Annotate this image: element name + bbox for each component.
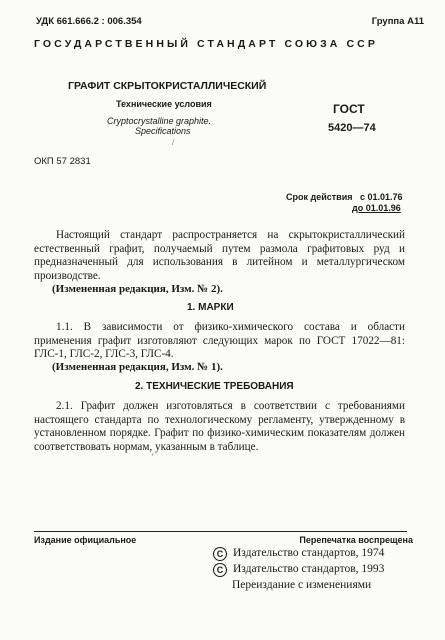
intro-paragraph [34,229,405,283]
section1-amendment-note: (Измененная редакция, Изм. № 1). [52,361,223,373]
copyright-line-1974 [213,547,384,561]
validity-to: до 01.01.96 [352,203,401,213]
reissue-note: Переиздание с изменениями [232,579,372,591]
section1-heading: 1. МАРКИ [187,302,234,313]
document-subtitle: Технические условия [116,99,212,109]
official-edition: Издание официальное [34,535,137,545]
scan-mark: / [172,137,175,147]
gost-number: 5420—74 [328,122,376,134]
section1-paragraph [34,321,405,362]
group-code: Группа А11 [371,16,424,27]
publisher-1993: Издательство стандартов, 1993 [233,563,385,575]
publisher-1974: Издательство стандартов, 1974 [233,547,385,559]
scan-mark: ' [152,452,154,462]
okp-code: ОКП 57 2831 [34,156,91,167]
validity-from: с 01.01.76 [360,192,403,202]
english-title-line1: Cryptocrystalline graphite. [107,116,212,126]
standard-line: ГОСУДАРСТВЕННЫЙ СТАНДАРТ СОЮЗА ССР [34,38,378,50]
section2-heading: 2. ТЕХНИЧЕСКИЕ ТРЕБОВАНИЯ [135,381,294,392]
gost-label: ГОСТ [333,102,365,116]
copyright-icon: С [213,547,227,561]
section2-text: 2.1. Графит должен изготовляться в соответствии с требованиями настоящего стандарта по технологическому регламенту, утвержденному в установленном порядке. Графит по физико-химическим показателям должен соответствовать нормам, указанным в таблице. [34,400,405,453]
section2-paragraph [34,400,405,454]
intro-text: Настоящий стандарт распространяется на скрытокристаллический естественный графит, получаемый путем размола графитовых руд и предназначенный для использования в литейном и металлургическом производстве. [34,229,405,282]
validity-label: Срок действия [286,192,353,202]
copyright-icon: С [213,563,227,577]
reprint-notice: Перепечатка воспрещена [299,535,413,545]
english-title-line2: Specifications [135,126,191,136]
copyright-line-1993 [213,563,384,577]
udk-code: УДК 661.666.2 : 006.354 [36,16,142,27]
section1-text: 1.1. В зависимости от физико-химического состава и области применения графит изготовляют следующих марок по ГОСТ 17022—81: ГЛС-1, ГЛС-2, ГЛС-3, ГЛС-4. [34,321,405,361]
document-title: ГРАФИТ СКРЫТОКРИСТАЛЛИЧЕСКИЙ [68,80,267,92]
intro-amendment-note: (Измененная редакция, Изм. № 2). [52,283,223,295]
footer-divider [34,531,407,532]
